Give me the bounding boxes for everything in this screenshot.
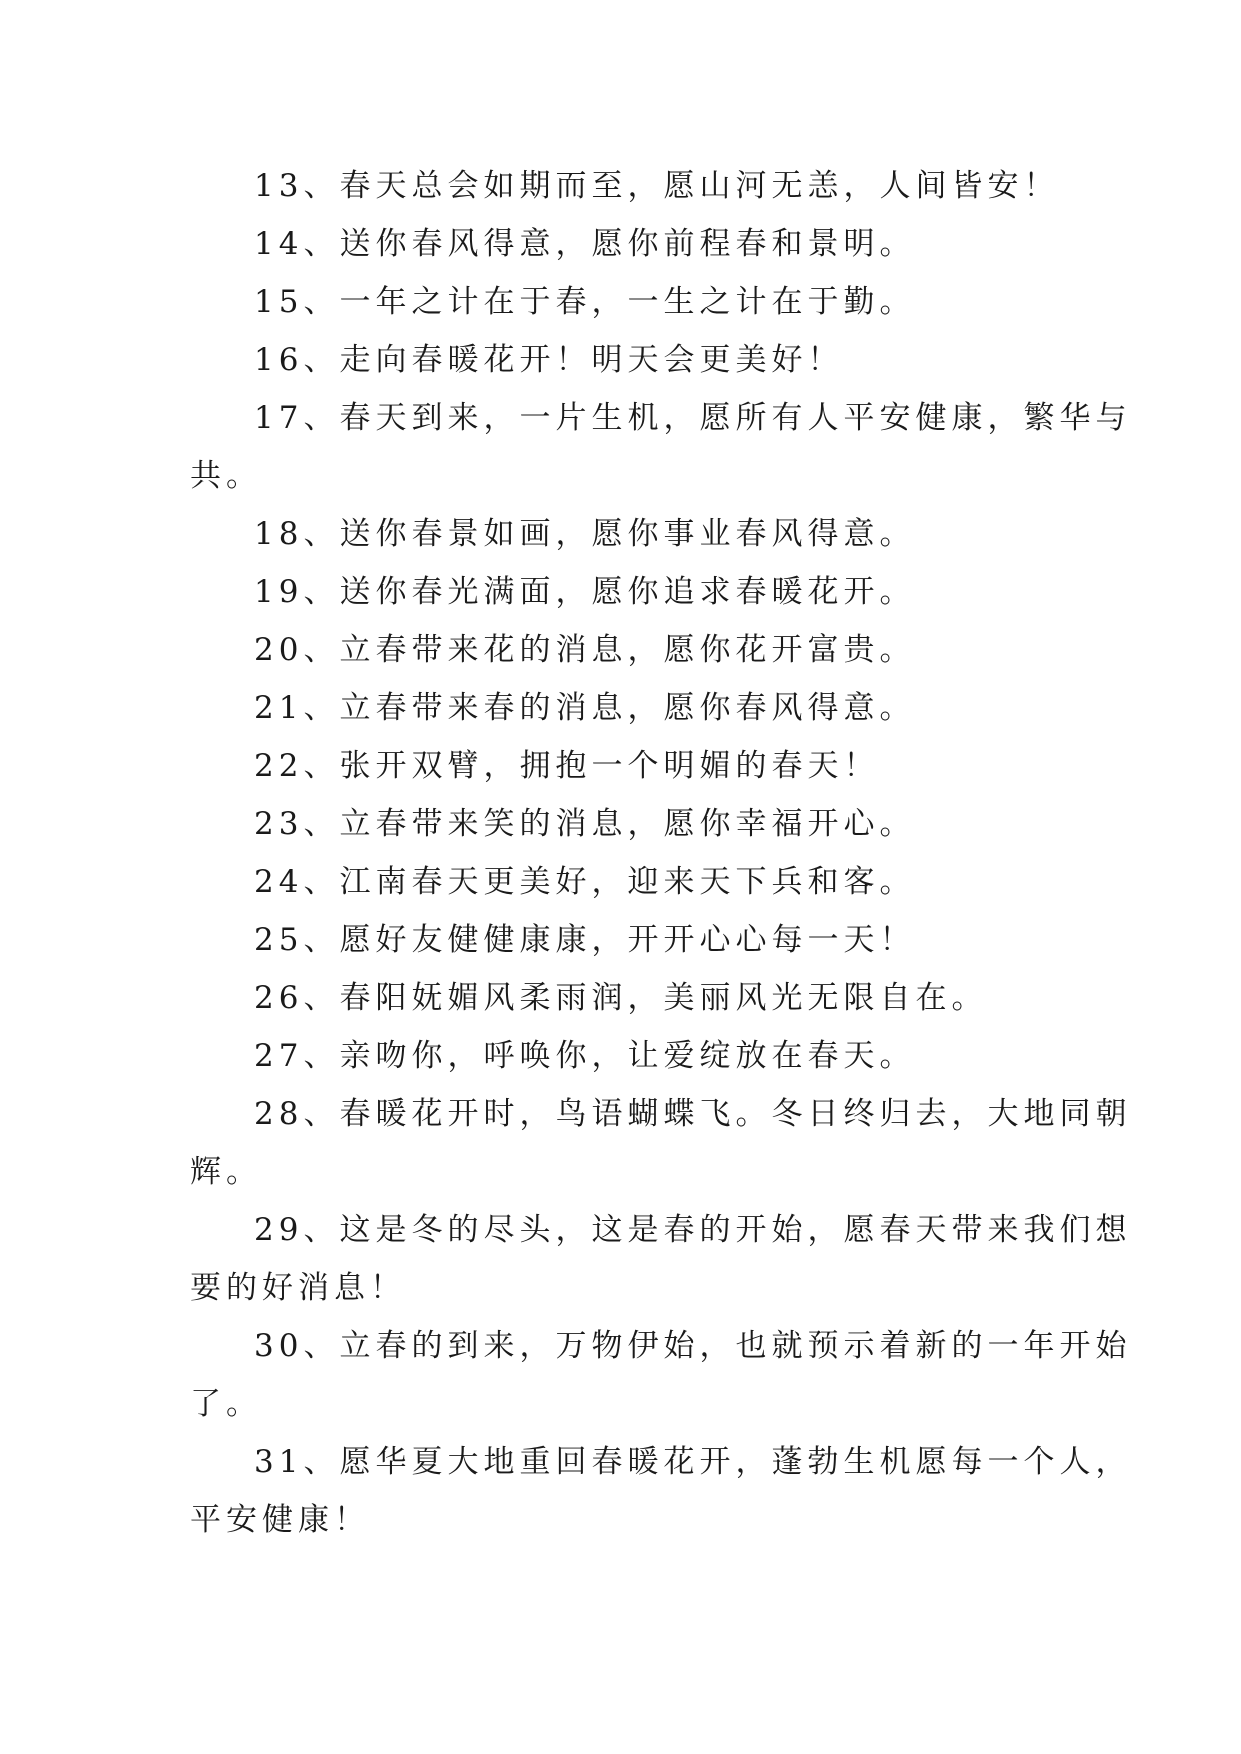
item-line: 29、这是冬的尽头，这是春的开始，愿春天带来我们想 bbox=[254, 1212, 1132, 1248]
item-line: 共。 bbox=[190, 458, 262, 494]
list-item bbox=[190, 1201, 1132, 1317]
list-item bbox=[190, 1433, 1132, 1549]
list-item bbox=[190, 505, 1054, 563]
list-item bbox=[190, 1027, 1054, 1085]
item-line: 要的好消息！ bbox=[190, 1270, 406, 1306]
item-line: 19、送你春光满面，愿你追求春暖花开。 bbox=[254, 574, 916, 610]
list-item bbox=[190, 215, 1054, 273]
item-line: 辉。 bbox=[190, 1154, 262, 1190]
list-item bbox=[190, 795, 1054, 853]
item-line: 30、立春的到来，万物伊始，也就预示着新的一年开始 bbox=[254, 1328, 1132, 1364]
item-line: 27、亲吻你，呼唤你，让爱绽放在春天。 bbox=[254, 1038, 916, 1074]
item-line: 20、立春带来花的消息，愿你花开富贵。 bbox=[254, 632, 916, 668]
item-line: 15、一年之计在于春，一生之计在于勤。 bbox=[254, 284, 916, 320]
item-line: 23、立春带来笑的消息，愿你幸福开心。 bbox=[254, 806, 916, 842]
item-line: 14、送你春风得意，愿你前程春和景明。 bbox=[254, 226, 916, 262]
item-line: 22、张开双臂，拥抱一个明媚的春天！ bbox=[254, 748, 880, 784]
list-item bbox=[190, 157, 1060, 215]
list-item bbox=[190, 1317, 1132, 1433]
item-line: 24、江南春天更美好，迎来天下兵和客。 bbox=[254, 864, 916, 900]
list-item bbox=[190, 679, 1054, 737]
item-line: 16、走向春暖花开！明天会更美好！ bbox=[254, 342, 844, 378]
item-line: 31、愿华夏大地重回春暖花开，蓬勃生机愿每一个人， bbox=[254, 1444, 1132, 1480]
item-line: 18、送你春景如画，愿你事业春风得意。 bbox=[254, 516, 916, 552]
list-item bbox=[190, 389, 1132, 505]
list-item bbox=[190, 621, 1054, 679]
item-line: 25、愿好友健健康康，开开心心每一天！ bbox=[254, 922, 916, 958]
item-line: 26、春阳妩媚风柔雨润，美丽风光无限自在。 bbox=[254, 980, 988, 1016]
item-line: 17、春天到来，一片生机，愿所有人平安健康，繁华与 bbox=[254, 400, 1132, 436]
list-item bbox=[190, 737, 1054, 795]
list-item bbox=[190, 911, 1054, 969]
item-line: 28、春暖花开时，鸟语蝴蝶飞。冬日终归去，大地同朝 bbox=[254, 1096, 1132, 1132]
list-item bbox=[190, 1085, 1132, 1201]
list-item bbox=[190, 331, 1054, 389]
item-line: 21、立春带来春的消息，愿你春风得意。 bbox=[254, 690, 916, 726]
item-line: 13、春天总会如期而至，愿山河无恙，人间皆安！ bbox=[254, 168, 1060, 204]
list-item bbox=[190, 563, 1054, 621]
item-line: 平安健康！ bbox=[190, 1502, 370, 1538]
list-item bbox=[190, 273, 1054, 331]
list-item bbox=[190, 969, 1054, 1027]
item-line: 了。 bbox=[190, 1386, 262, 1422]
list-item bbox=[190, 853, 1054, 911]
